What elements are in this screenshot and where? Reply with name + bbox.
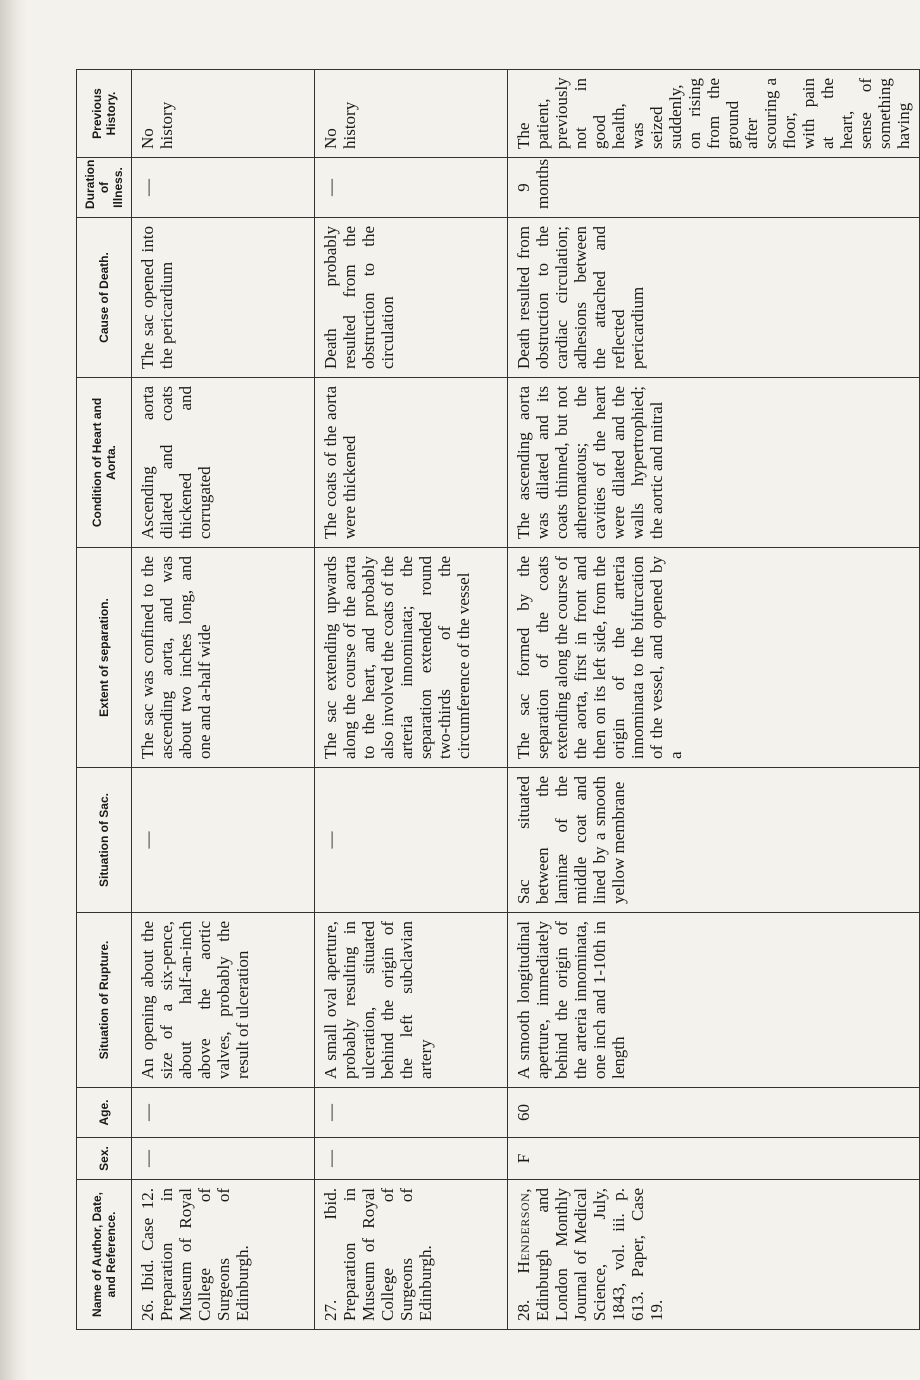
cell-history: The patient, previously not in good health, was seized suddenly, on rising from the ground after scouring a floor, with pain at the heart, sense of something having xyxy=(508,70,920,158)
cell-duration: — xyxy=(132,158,315,218)
header-extent: Extent of separation. xyxy=(77,548,132,768)
author-name: Henderson, xyxy=(514,1188,533,1274)
cell-age: 60 xyxy=(508,1088,920,1138)
header-row xyxy=(77,70,132,1330)
cell-sex: F xyxy=(508,1138,920,1180)
header-rupture: Situation of Rupture. xyxy=(77,913,132,1088)
table-row xyxy=(132,70,315,1330)
cell-name: 26. Ibid. Case 12. Preparation in Museum of Royal College of Surgeons of Edinburgh. xyxy=(132,1180,315,1330)
cell-extent: The sac was confined to the ascending aorta, and was about two inches long, and one and a-half wide xyxy=(132,548,315,768)
cell-condition: The coats of the aorta were thickened xyxy=(315,378,508,548)
table-row xyxy=(508,70,920,1330)
header-duration: Duration of Illness. xyxy=(77,158,132,218)
cell-history: No history xyxy=(132,70,315,158)
header-sac: Situation of Sac. xyxy=(77,768,132,913)
cell-sac: — xyxy=(132,768,315,913)
cell-sex: — xyxy=(132,1138,315,1180)
cell-history: No history xyxy=(315,70,508,158)
header-cause: Cause of Death. xyxy=(77,218,132,378)
cell-cause: Death probably resulted from the obstruction to the circulation xyxy=(315,218,508,378)
page-edge-shadow xyxy=(0,0,28,1380)
cell-condition: Ascending aorta dilated and coats thickened and corrugated xyxy=(132,378,315,548)
cell-rupture: A smooth longitudinal aperture, immediately behind the origin of the arteria innominata, one inch and 1-10th in length xyxy=(508,913,920,1088)
cell-duration: 9 months xyxy=(508,158,920,218)
table-row xyxy=(315,70,508,1330)
cell-age: — xyxy=(315,1088,508,1138)
cell-sac: — xyxy=(315,768,508,913)
cell-extent: The sac formed by the separation of the coats extending along the course of the aorta, first in front and then on its left side, from the origin of the arteria innominata to the bifurcation of the vessel, and opened by a xyxy=(508,548,920,768)
reference-text: Edinburgh and London Monthly Journal of Medical Science, July, 1843, vol. iii. p. 613. Paper, Case 19. xyxy=(533,1188,666,1321)
cell-condition: The ascending aorta was dilated and its coats thinned, but not atheromatous; the cavities of the heart were dilated and the walls hypertrophied; the aortic and mitral xyxy=(508,378,920,548)
header-history: Previous History. xyxy=(77,70,132,158)
cell-sac: Sac situated between the laminæ of the middle coat and lined by a smooth yellow membrane xyxy=(508,768,920,913)
cell-name xyxy=(508,1180,920,1330)
cell-age: — xyxy=(132,1088,315,1138)
header-age: Age. xyxy=(77,1088,132,1138)
cell-rupture: An opening about the size of a six-pence, about half-an-inch above the aortic valves, probably the result of ulceration xyxy=(132,913,315,1088)
cell-extent: The sac extending upwards along the course of the aorta to the heart, and probably also involved the coats of the arteria innominata; the separation extended round two-thirds of the circumference of the vessel xyxy=(315,548,508,768)
header-condition: Condition of Heart and Aorta. xyxy=(77,378,132,548)
cell-name: 27. Ibid. Preparation in Museum of Royal College of Surgeons of Edinburgh. xyxy=(315,1180,508,1330)
header-sex: Sex. xyxy=(77,1138,132,1180)
case-number: 28. xyxy=(514,1299,533,1321)
cell-rupture: A small oval aperture, probably resulting in ulceration, situated behind the origin of the left subclavian artery xyxy=(315,913,508,1088)
cell-sex: — xyxy=(315,1138,508,1180)
header-name: Name of Author, Date, and Reference. xyxy=(77,1180,132,1330)
cell-cause: Death resulted from obstruction to the cardiac circulation; adhesions between the attached and reflected pericardium xyxy=(508,218,920,378)
rotated-table-wrapper xyxy=(76,70,913,1330)
cell-cause: The sac opened into the pericardium xyxy=(132,218,315,378)
aneurism-cases-table xyxy=(76,69,920,1330)
cell-duration: — xyxy=(315,158,508,218)
